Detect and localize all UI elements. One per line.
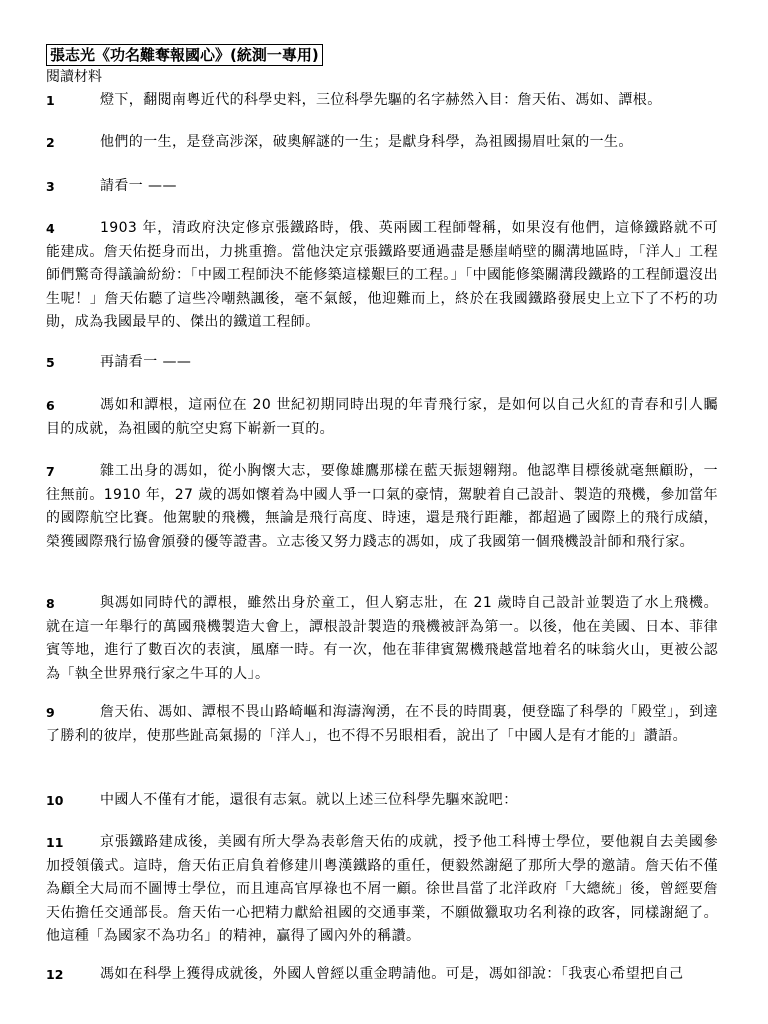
paragraph-text: 馮如在科學上獲得成就後，外國人曾經以重金聘請他。可是，馮如卻說：「我衷心希望把自己: [100, 966, 684, 982]
paragraph-11: [46, 831, 718, 949]
paragraph-5: [46, 351, 718, 375]
paragraph-text: 與馮如同時代的譚根，雖然出身於童工，但人窮志壯，在 21 歲時自己設計並製造了水上飛機。就在這一年舉行的萬國飛機製造大會上，譚根設計製造的飛機被評為第一。以後，他在美國、日本、菲律賓等地，進行了數百次的表演，風靡一時。有一次，他在菲律賓駕機飛越當地着名的味翁火山，更被公認為「執全世界飛行家之牛耳的人」。: [46, 595, 718, 682]
paragraph-number: 1: [46, 93, 55, 108]
paragraph-text: 燈下，翻閱南粵近代的科學史料，三位科學先驅的名字赫然入目：詹天佑、馮如、譚根。: [100, 92, 662, 108]
paragraph-6: [46, 394, 718, 441]
paragraph-number: 5: [46, 355, 55, 370]
paragraph-text: 詹天佑、馮如、譚根不畏山路崎嶇和海濤洶湧，在不長的時間裏，便登臨了科學的「殿堂」，到達了勝利的彼岸，使那些趾高氣揚的「洋人」，也不得不另眼相看，說出了「中國人是有才能的」讚語。: [46, 704, 718, 744]
paragraph-number: 8: [46, 596, 55, 611]
paragraph-number: 7: [46, 464, 55, 479]
paragraph-number: 6: [46, 398, 55, 413]
paragraph-text: 中國人不僅有才能，還很有志氣。就以上述三位科學先驅來說吧：: [100, 792, 518, 808]
paragraph-number: 3: [46, 179, 55, 194]
paragraph-text: 雜工出身的馮如，從小胸懷大志，要像雄鷹那樣在藍天振翅翱翔。他認準目標後就毫無顧盼，一往無前。1910 年，27 歲的馮如懷着為中國人爭一口氣的豪情，駕駛着自己設計、製造的飛機，參加當年的國際航空比賽。他駕駛的飛機，無論是飛行高度、時速，還是飛行距離，都超過了國際上的飛行成績，榮獲國際飛行協會頒發的優等證書。立志後又努力踐志的馮如，成了我國第一個飛機設計師和飛行家。: [46, 463, 718, 550]
paragraph-12: [46, 963, 718, 987]
paragraph-10: [46, 789, 718, 813]
paragraph-number: 9: [46, 705, 55, 720]
paragraph-number: 2: [46, 135, 55, 150]
paragraph-number: 11: [46, 835, 64, 850]
paragraph-1: [46, 89, 718, 113]
paragraph-text: 馮如和譚根，這兩位在 20 世紀初期同時出現的年青飛行家，是如何以自己火紅的青春和引人矚目的成就，為祖國的航空史寫下嶄新一頁的。: [46, 397, 718, 437]
paragraph-9: [46, 701, 718, 748]
paragraph-4: [46, 217, 718, 335]
paragraph-text: 京張鐵路建成後，美國有所大學為表彰詹天佑的成就，授予他工科博士學位，要他親自去美國參加授領儀式。這時，詹天佑正肩負着修建川粵漢鐵路的重任，便毅然謝絕了那所大學的邀請。詹天佑不僅為顧全大局而不圖博士學位，而且連高官厚祿也不屑一顧。徐世昌當了北洋政府「大總統」後，曾經要詹天佑擔任交通部長。詹天佑一心把精力獻給祖國的交通事業，不願做獵取功名利祿的政客，同樣謝絕了。他這種「為國家不為功名」的精神，贏得了國內外的稱讚。: [46, 834, 718, 944]
document-title: 張志光《功名難奪報國心》(統測一專用): [46, 44, 323, 66]
paragraph-number: 10: [46, 793, 64, 808]
paragraph-number: 4: [46, 221, 55, 236]
paragraph-2: [46, 131, 718, 155]
paragraph-text: 請看一 ——: [100, 178, 177, 194]
document-subtitle: 閱讀材料: [46, 69, 102, 85]
paragraph-text: 再請看一 ——: [100, 354, 192, 370]
paragraph-8: [46, 592, 718, 686]
paragraph-text: 他們的一生，是登高涉深，破奧解謎的一生；是獻身科學，為祖國揚眉吐氣的一生。: [100, 134, 633, 150]
paragraph-7: [46, 460, 718, 554]
paragraph-3: [46, 175, 718, 199]
paragraph-number: 12: [46, 967, 64, 982]
paragraph-text: 1903 年，清政府決定修京張鐵路時，俄、英兩國工程師聲稱，如果沒有他們，這條鐵路就不可能建成。詹天佑挺身而出，力挑重擔。當他決定京張鐵路要通過盡是懸崖峭壁的關溝地區時，「洋人」工程師們驚奇得議論紛紛：「中國工程師決不能修築這樣艱巨的工程。」「中國能修築關溝段鐵路的工程師還沒出生呢！」詹天佑聽了這些冷嘲熱諷後，毫不氣餒，他迎難而上，終於在我國鐵路發展史上立下了不朽的功勛，成為我國最早的、傑出的鐵道工程師。: [46, 220, 718, 330]
